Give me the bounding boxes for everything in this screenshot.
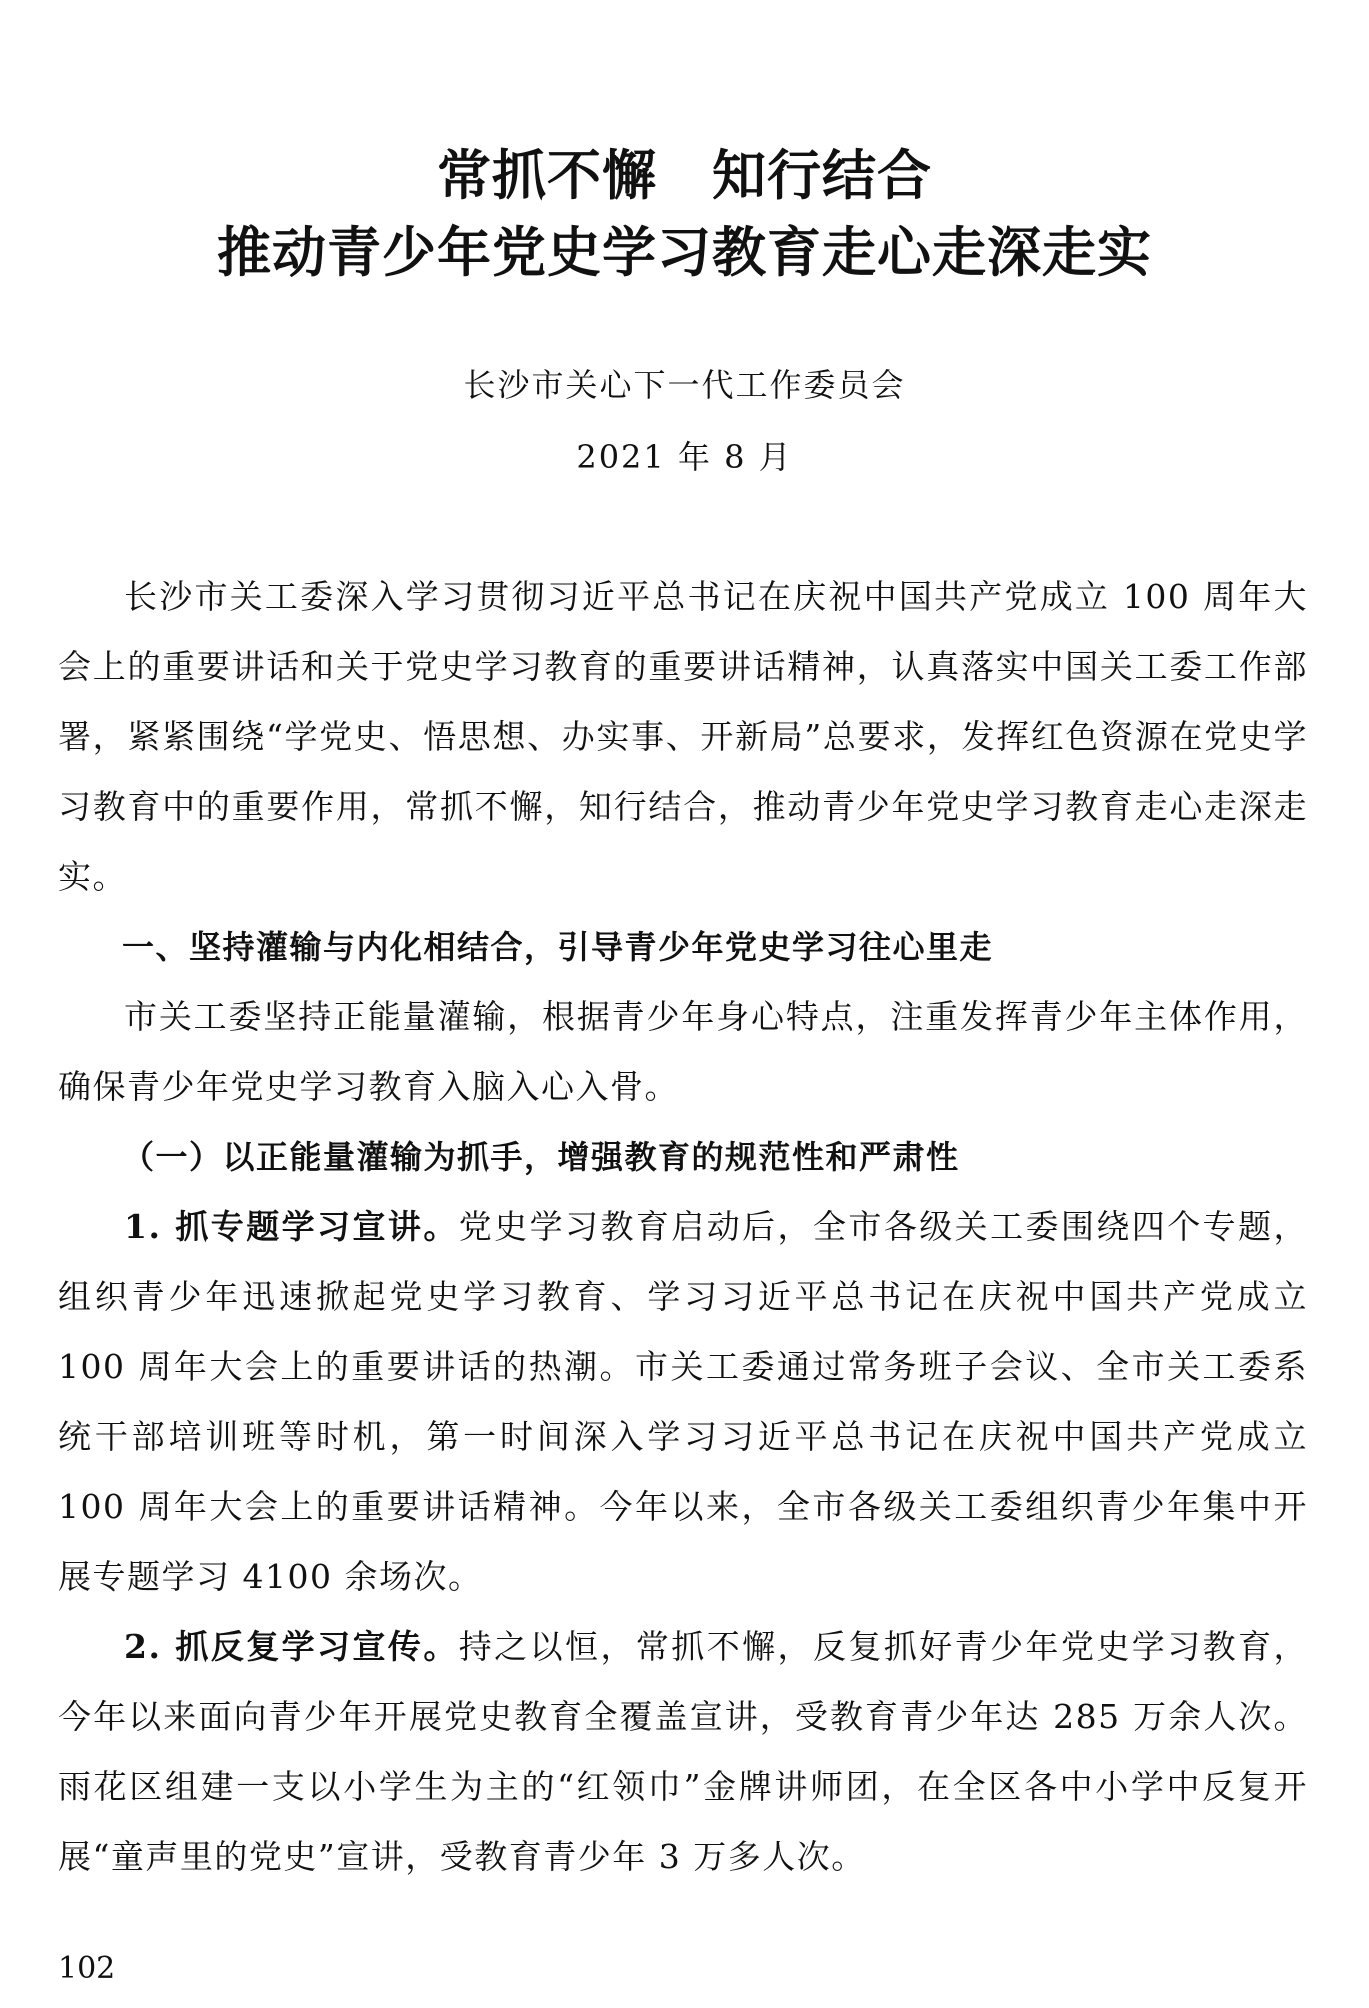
subsection-heading: （一）以正能量灌输为抓手，增强教育的规范性和严肃性 [122, 1138, 960, 1176]
item-1-lead: 1. 抓专题学习宣讲。 [124, 1207, 459, 1246]
article-body [58, 562, 1308, 1892]
item-2-text: 持之以恒，常抓不懈，反复抓好青少年党史学习教育，今年以来面向青少年开展党史教育全覆盖宣讲，受教育青少年达 285 万余人次。雨花区组建一支以小学生为主的“红领巾”金牌讲师团，在全区各中小学中反复开展“童声里的党史”宣讲，受教育青少年 3 万多人次。 [58, 1627, 1308, 1876]
document-title-line1: 常抓不懈 知行结合 [437, 144, 932, 207]
item-2-lead: 2. 抓反复学习宣传。 [124, 1627, 459, 1666]
page-number: 102 [58, 1951, 116, 1986]
item-2-paragraph [58, 1612, 1308, 1892]
section-intro-paragraph: 市关工委坚持正能量灌输，根据青少年身心特点，注重发挥青少年主体作用，确保青少年党史学习教育入脑入心入骨。 [58, 997, 1308, 1106]
document-title-line2: 推动青少年党史学习教育走心走深走实 [217, 221, 1152, 284]
author-organization: 长沙市关心下一代工作委员会 [463, 366, 906, 404]
section-heading: 一、坚持灌输与内化相结合，引导青少年党史学习往心里走 [122, 928, 994, 966]
publication-date: 2021 年 8 月 [576, 438, 793, 476]
intro-paragraph: 长沙市关工委深入学习贯彻习近平总书记在庆祝中国共产党成立 100 周年大会上的重要讲话和关于党史学习教育的重要讲话精神，认真落实中国关工委工作部署，紧紧围绕“学党史、悟思想、办实事、开新局”总要求，发挥红色资源在党史学习教育中的重要作用，常抓不懈，知行结合，推动青少年党史学习教育走心走深走实。 [58, 577, 1308, 896]
item-1-text: 党史学习教育启动后，全市各级关工委围绕四个专题，组织青少年迅速掀起党史学习教育、学习习近平总书记在庆祝中国共产党成立 100 周年大会上的重要讲话的热潮。市关工委通过常务班子会议、全市关工委系统干部培训班等时机，第一时间深入学习习近平总书记在庆祝中国共产党成立 100 周年大会上的重要讲话精神。今年以来，全市各级关工委组织青少年集中开展专题学习 4100 余场次。 [58, 1207, 1308, 1596]
item-1-paragraph [58, 1192, 1308, 1612]
